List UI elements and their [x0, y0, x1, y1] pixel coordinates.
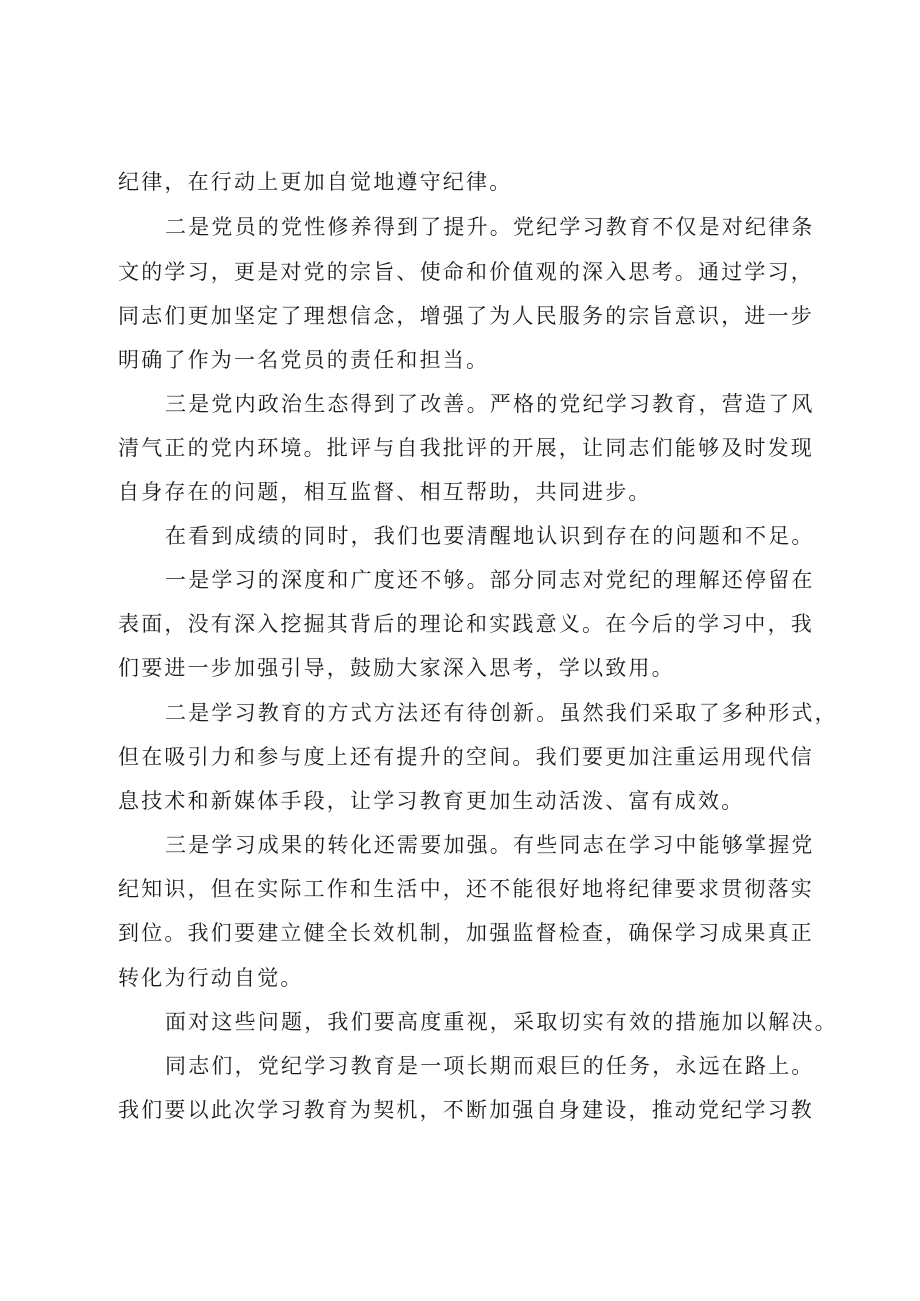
text-line: 但在吸引力和参与度上还有提升的空间。我们要更加注重运用现代信 [118, 745, 814, 769]
paragraph-start-line: 面对这些问题，我们要高度重视，采取切实有效的措施加以解决。 [165, 1010, 838, 1034]
paragraph-start-line: 一是学习的深度和广度还不够。部分同志对党纪的理解还停留在 [165, 568, 815, 592]
paragraph-start-line: 同志们，党纪学习教育是一项长期而艰巨的任务，永远在路上。 [165, 1054, 815, 1078]
text-line: 同志们更加坚定了理想信念，增强了为人民服务的宗旨意识，进一步 [118, 304, 814, 328]
text-line: 息技术和新媒体手段，让学习教育更加生动活泼、富有成效。 [118, 789, 745, 813]
text-line: 我们要以此次学习教育为契机，不断加强自身建设，推动党纪学习教 [118, 1098, 814, 1122]
paragraph-start-line: 在看到成绩的同时，我们也要清醒地认识到存在的问题和不足。 [165, 524, 815, 548]
text-line: 到位。我们要建立健全长效机制，加强监督检查，确保学习成果真正 [118, 921, 814, 945]
text-line: 明确了作为一名党员的责任和担当。 [118, 348, 490, 372]
text-line: 纪知识，但在实际工作和生活中，还不能很好地将纪律要求贯彻落实 [118, 877, 814, 901]
paragraph-start-line: 三是党内政治生态得到了改善。严格的党纪学习教育，营造了风 [165, 392, 815, 416]
text-line: 转化为行动自觉。 [118, 966, 304, 990]
text-line: 自身存在的问题，相互监督、相互帮助，共同进步。 [118, 480, 652, 504]
paragraph-start-line: 三是学习成果的转化还需要加强。有些同志在学习中能够掌握党 [165, 833, 815, 857]
text-line: 表面，没有深入挖掘其背后的理论和实践意义。在今后的学习中，我 [118, 612, 814, 636]
paragraph-start-line: 二是党员的党性修养得到了提升。党纪学习教育不仅是对纪律条 [165, 215, 815, 239]
text-line: 文的学习，更是对党的宗旨、使命和价值观的深入思考。通过学习， [118, 260, 814, 284]
paragraph-start-line: 二是学习教育的方式方法还有待创新。虽然我们采取了多种形式， [165, 701, 838, 725]
text-line: 清气正的党内环境。批评与自我批评的开展，让同志们能够及时发现 [118, 436, 814, 460]
text-line: 纪律，在行动上更加自觉地遵守纪律。 [118, 170, 513, 194]
text-line: 们要进一步加强引导，鼓励大家深入思考，学以致用。 [118, 656, 675, 680]
